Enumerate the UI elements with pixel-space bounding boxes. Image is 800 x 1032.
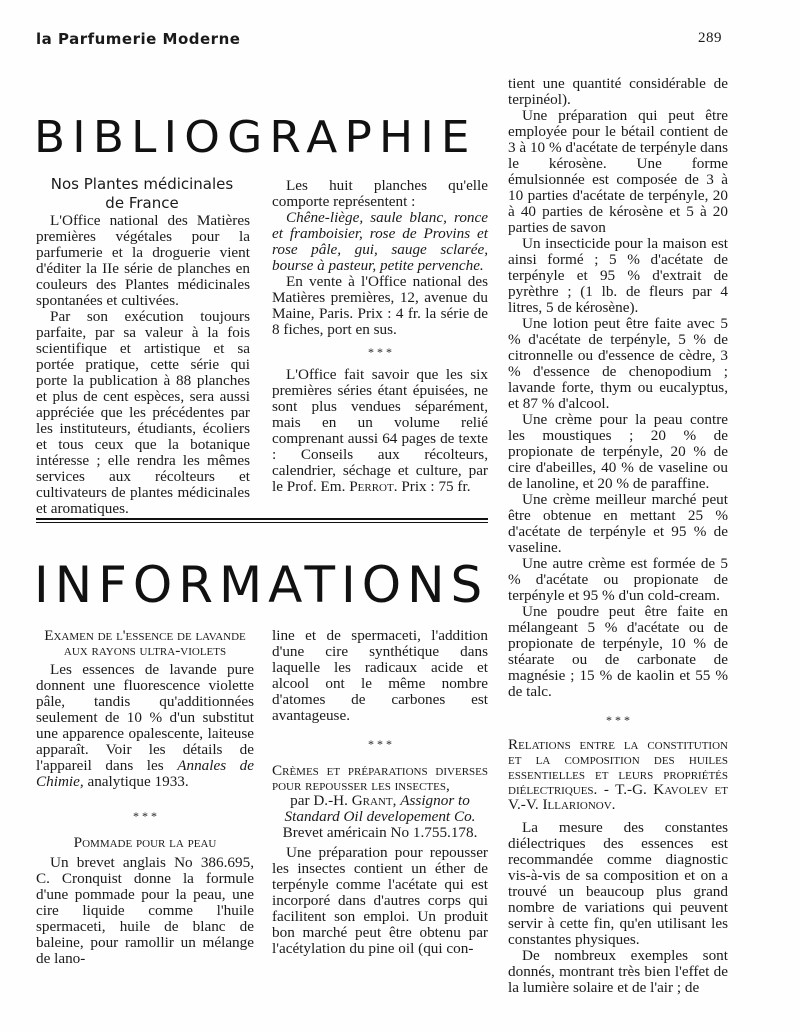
- paragraph: Un insecticide pour la maison est ainsi formé ; 5 % d'acétate de terpényle et 95 % d'extrait de pyrèthre ; (1 lb. de fleurs par 4 litres, 5 de kérosène).: [508, 235, 728, 316]
- paragraph-text: L'Office fait savoir que les six premières séries étant épuisées, ne sont plus vendues séparément, mais en un volume relié comprenant aussi 64 pages de texte : Conseils aux récolteurs, calendrier, séchage et culture, par le Prof. Em.: [272, 366, 488, 495]
- paragraph: [272, 367, 488, 495]
- info-column-2: [272, 628, 488, 957]
- article-heading: Examen de l'essence de lavande aux rayons ultra-violets: [44, 627, 246, 659]
- paragraph: Les huit planches qu'elle comporte représentent :: [272, 177, 488, 210]
- paragraph: Par son exécution toujours parfaite, par sa valeur à la fois scientifique et artistique et sa portée pratique, cette série qui porte la publication à 88 planches et plus de cent espèces, sera aussi appréciée que les précédentes par les instituteurs, étudiants, écoliers et tous ceux que la botanique intéresse ; elle rendra les mêmes services aux récolteurs et cultivateurs de plantes médicinales et aromatiques.: [36, 308, 250, 517]
- paragraph: En vente à l'Office national des Matières premières, 12, avenue du Maine, Paris. Prix : 4 fr. la série de 8 fiches, port en sus.: [272, 273, 488, 338]
- page-number: 289: [698, 30, 722, 46]
- paragraph-italic: Chêne-liège, saule blanc, ronce et framboisier, rose de Provins et rose pâle, gui, sauge sclarée, bourse à pasteur, petite pervenche.: [272, 209, 488, 274]
- article-byline: [272, 793, 488, 825]
- paragraph: Une crème meilleur marché peut être obtenue en mettant 25 % d'acétate de terpényle et 95 % de vaseline.: [508, 491, 728, 556]
- section-rule-thin: [36, 522, 488, 523]
- paragraph: La mesure des constantes diélectriques des essences est recommandée comme diagnostic vis-à-vis de sa composition et on a trouvé un beaucoup plus grand nombre de variations qui peuvent servir à cette fin, qu'en utilisant les constantes physiques.: [508, 819, 728, 948]
- paragraph: tient une quantité considérable de terpinéol).: [508, 75, 728, 108]
- paragraph: Une préparation pour repousser les insectes contient un éther de terpényle comme l'acétate qui est incorporé dans d'autres corps qui facilitent son emploi. Un produit bon marché peut être obtenu par l'acétylation du pine oil (qui con-: [272, 844, 488, 957]
- informations-title: INFORMATIONS: [34, 556, 489, 614]
- paragraph: line et de spermaceti, l'addition d'une cire synthétique dans laquelle les radicaux acide et alcool ont le même nombre d'atomes de carbones est avantageuse.: [272, 627, 488, 724]
- column-3: [508, 76, 728, 996]
- author-name: Perrot.: [349, 478, 398, 495]
- paragraph: Une poudre peut être faite en mélangeant 5 % d'acétate ou de propionate de terpényle, 10 % de stéarate ou de carbonate de magnésie ; 15 % de kaolin et 55 % de talc.: [508, 603, 728, 700]
- info-column-1: [36, 628, 254, 967]
- assignee: Assignor to Standard Oil developement Co.: [284, 792, 476, 825]
- bib-subtitle-line1: Nos Plantes médicinales: [50, 175, 234, 193]
- article-heading: Crèmes et préparations diverses pour repousser les insectes,: [272, 762, 488, 794]
- asterism: * * *: [606, 713, 630, 727]
- paragraph: Une préparation qui peut être employée pour le bétail contient de 3 à 10 % d'acétate de terpényle dans le kérosène. Une forme émulsionnée est composée de 3 à 10 parties d'acétate de terpényle, 20 à 40 parties de kérosène et 5 à 20 parties de savon: [508, 107, 728, 236]
- paragraph: Une crème pour la peau contre les moustiques ; 20 % de propionate de terpényle, 20 % de cire d'abeilles, 40 % de vaseline ou de lanoline, et 20 % de paraffine.: [508, 411, 728, 492]
- byline-text: par D.-H.: [290, 792, 348, 809]
- asterism: * * *: [133, 809, 157, 823]
- bib-subtitle: [38, 175, 246, 213]
- section-rule: [36, 518, 488, 520]
- asterism: * * *: [368, 345, 392, 359]
- patent-number: Brevet américain No 1.755.178.: [282, 824, 478, 841]
- running-header: la Parfumerie Moderne: [36, 30, 241, 48]
- bib-column-1: [36, 213, 250, 517]
- article-heading: Pommade pour la peau: [73, 834, 217, 851]
- paragraph: De nombreux exemples sont donnés, montrant très bien l'effet de la lumière solaire et de l'air ; de: [508, 947, 728, 996]
- asterism: * * *: [368, 737, 392, 751]
- paragraph-text: analytique 1933.: [87, 773, 189, 790]
- paragraph: L'Office national des Matières premières végétales pour la parfumerie et la droguerie vient d'éditer la IIe série de planches en couleurs des Plantes médicinales spontanées et cultivées.: [36, 212, 250, 309]
- paragraph: Une autre crème est formée de 5 % d'acétate ou propionate de terpényle et 95 % d'un cold-cream.: [508, 555, 728, 604]
- journal-name: Annales de Chimie,: [36, 757, 255, 790]
- bib-subtitle-line2: de France: [105, 194, 179, 212]
- price-text: Prix : 75 fr.: [401, 478, 471, 495]
- paragraph: [36, 662, 254, 790]
- bib-column-2: [272, 178, 488, 495]
- article-heading: Relations entre la constitution et la composition des huiles essentielles et leurs propriétés diélectriques. - T.-G. Kavolev et V.-V. Illarionov.: [508, 736, 728, 813]
- author-name: Grant,: [351, 792, 397, 809]
- paragraph: Un brevet anglais No 386.695, C. Cronquist donne la formule d'une pommade pour la peau, une cire liquide comme l'huile spermaceti, huile de blanc de baleine, pour ramollir un mélange de lano-: [36, 854, 254, 967]
- paragraph-text: Les essences de lavande pure donnent une fluorescence violette pâle, tandis qu'additionnées seulement de 10 % d'un substitut une apparence opalescente, laiteuse apparaît. Voir les détails de l'appareil dans les: [36, 661, 254, 774]
- bibliographie-title: BIBLIOGRAPHIE: [34, 112, 477, 163]
- paragraph: Une lotion peut être faite avec 5 % d'acétate de terpényle, 5 % de citronnelle ou d'essence de cèdre, 3 % d'essence de chenopodium ; lavande forte, thym ou eucalyptus, et 87 % d'alcool.: [508, 315, 728, 412]
